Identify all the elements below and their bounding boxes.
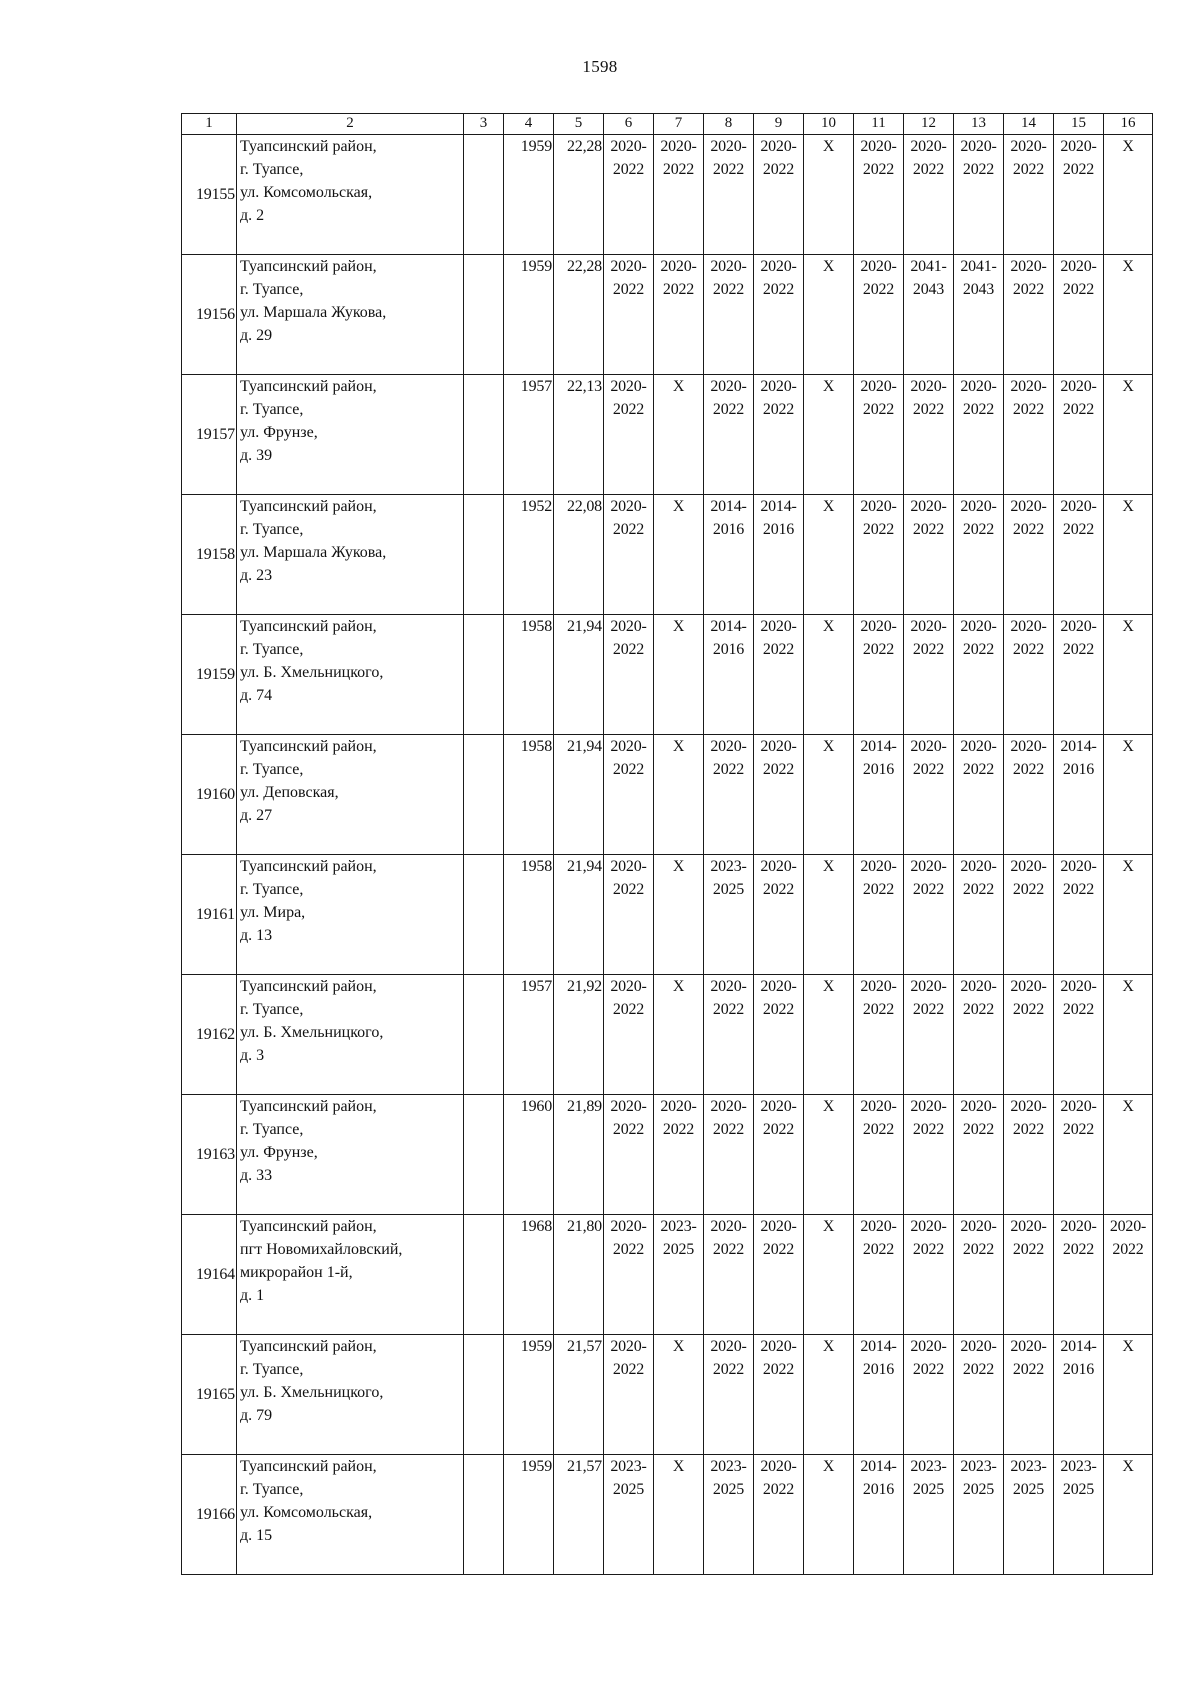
cell-c6-period: 2020- 2022 <box>604 375 654 495</box>
cell-c11-period: 2014- 2016 <box>854 735 904 855</box>
cell-c8-period: 2023- 2025 <box>704 855 754 975</box>
cell-c10: X <box>804 855 854 975</box>
address-cell <box>237 1455 464 1575</box>
address-line: Туапсинский район, <box>240 1338 377 1355</box>
table-row <box>182 255 1153 375</box>
cell-year: 1957 <box>504 975 554 1095</box>
cell-c10: X <box>804 1095 854 1215</box>
cell-c8-period: 2020- 2022 <box>704 975 754 1095</box>
cell-c3 <box>464 375 504 495</box>
cell-c16: X <box>1104 855 1153 975</box>
cell-c11-period: 2020- 2022 <box>854 975 904 1095</box>
address-line: ул. Маршала Жукова, <box>240 304 387 321</box>
cell-c13-period: 2023- 2025 <box>954 1455 1004 1575</box>
column-number-7: 7 <box>654 114 704 135</box>
cell-c13-period: 2020- 2022 <box>954 735 1004 855</box>
table-row <box>182 1455 1153 1575</box>
record-number: 19158 <box>182 495 237 615</box>
cell-area: 21,57 <box>554 1335 604 1455</box>
cell-c14-period: 2020- 2022 <box>1004 615 1054 735</box>
address-line: г. Туапсе, <box>240 641 304 658</box>
column-number-12: 12 <box>904 114 954 135</box>
table-row <box>182 1335 1153 1455</box>
cell-c8-period: 2020- 2022 <box>704 1215 754 1335</box>
address-cell <box>237 615 464 735</box>
cell-c9-period: 2020- 2022 <box>754 375 804 495</box>
cell-c14-period: 2020- 2022 <box>1004 855 1054 975</box>
cell-c6-period: 2020- 2022 <box>604 255 654 375</box>
cell-c13-period: 2020- 2022 <box>954 1215 1004 1335</box>
cell-c13-period: 2020- 2022 <box>954 1095 1004 1215</box>
cell-area: 21,89 <box>554 1095 604 1215</box>
cell-c10: X <box>804 255 854 375</box>
record-number: 19161 <box>182 855 237 975</box>
cell-area: 21,94 <box>554 735 604 855</box>
cell-c12-period: 2023- 2025 <box>904 1455 954 1575</box>
column-number-6: 6 <box>604 114 654 135</box>
cell-c7-period: 2020- 2022 <box>654 135 704 255</box>
cell-c10: X <box>804 1215 854 1335</box>
cell-c15-period: 2014- 2016 <box>1054 735 1104 855</box>
address-line: ул. Мира, <box>240 904 306 921</box>
cell-c3 <box>464 735 504 855</box>
cell-c7: X <box>654 495 704 615</box>
cell-c13-period: 2020- 2022 <box>954 975 1004 1095</box>
column-number-4: 4 <box>504 114 554 135</box>
table-row <box>182 135 1153 255</box>
cell-c10: X <box>804 1335 854 1455</box>
address-cell <box>237 735 464 855</box>
cell-c8-period: 2020- 2022 <box>704 735 754 855</box>
address-line: д. 29 <box>240 327 273 344</box>
cell-c13-period: 2020- 2022 <box>954 855 1004 975</box>
cell-area: 22,13 <box>554 375 604 495</box>
cell-c11-period: 2020- 2022 <box>854 495 904 615</box>
address-line: ул. Фрунзе, <box>240 424 318 441</box>
cell-c10: X <box>804 495 854 615</box>
cell-c9-period: 2020- 2022 <box>754 615 804 735</box>
record-number: 19155 <box>182 135 237 255</box>
address-line: г. Туапсе, <box>240 1361 304 1378</box>
address-line: д. 79 <box>240 1407 273 1424</box>
cell-c12-period: 2020- 2022 <box>904 975 954 1095</box>
address-line: ул. Б. Хмельницкого, <box>240 1384 384 1401</box>
cell-c16: X <box>1104 495 1153 615</box>
cell-year: 1960 <box>504 1095 554 1215</box>
address-line: г. Туапсе, <box>240 881 304 898</box>
cell-c7: X <box>654 375 704 495</box>
table-row <box>182 495 1153 615</box>
record-number: 19163 <box>182 1095 237 1215</box>
cell-year: 1958 <box>504 615 554 735</box>
address-line: ул. Маршала Жукова, <box>240 544 387 561</box>
address-cell <box>237 1335 464 1455</box>
cell-c15-period: 2020- 2022 <box>1054 255 1104 375</box>
address-line: д. 23 <box>240 567 273 584</box>
cell-c10: X <box>804 375 854 495</box>
cell-c12-period: 2041- 2043 <box>904 255 954 375</box>
cell-c8-period: 2020- 2022 <box>704 1335 754 1455</box>
cell-c3 <box>464 975 504 1095</box>
cell-c12-period: 2020- 2022 <box>904 375 954 495</box>
cell-c8-period: 2014- 2016 <box>704 495 754 615</box>
cell-area: 21,94 <box>554 615 604 735</box>
cell-c11-period: 2020- 2022 <box>854 1215 904 1335</box>
cell-c12-period: 2020- 2022 <box>904 855 954 975</box>
address-line: пгт Новомихайловский, <box>240 1241 403 1258</box>
record-number: 19162 <box>182 975 237 1095</box>
column-number-16: 16 <box>1104 114 1153 135</box>
address-line: Туапсинский район, <box>240 1098 377 1115</box>
cell-c6-period: 2020- 2022 <box>604 1335 654 1455</box>
column-number-11: 11 <box>854 114 904 135</box>
table-row <box>182 615 1153 735</box>
address-line: ул. Фрунзе, <box>240 1144 318 1161</box>
address-line: Туапсинский район, <box>240 858 377 875</box>
address-line: Туапсинский район, <box>240 978 377 995</box>
cell-c14-period: 2020- 2022 <box>1004 1095 1054 1215</box>
cell-c13-period: 2020- 2022 <box>954 135 1004 255</box>
cell-year: 1957 <box>504 375 554 495</box>
address-line: г. Туапсе, <box>240 401 304 418</box>
column-number-row <box>182 114 1153 135</box>
address-line: д. 13 <box>240 927 273 944</box>
address-line: ул. Комсомольская, <box>240 184 373 201</box>
cell-c9-period: 2020- 2022 <box>754 135 804 255</box>
address-line: Туапсинский район, <box>240 258 377 275</box>
cell-c12-period: 2020- 2022 <box>904 1095 954 1215</box>
cell-c9-period: 2020- 2022 <box>754 255 804 375</box>
cell-area: 21,80 <box>554 1215 604 1335</box>
cell-c8-period: 2020- 2022 <box>704 1095 754 1215</box>
cell-c3 <box>464 1335 504 1455</box>
cell-c15-period: 2020- 2022 <box>1054 855 1104 975</box>
cell-year: 1958 <box>504 735 554 855</box>
cell-c10: X <box>804 735 854 855</box>
cell-c15-period: 2020- 2022 <box>1054 615 1104 735</box>
column-number-15: 15 <box>1054 114 1104 135</box>
cell-c14-period: 2020- 2022 <box>1004 375 1054 495</box>
address-line: д. 74 <box>240 687 273 704</box>
cell-c8-period: 2020- 2022 <box>704 255 754 375</box>
record-number: 19164 <box>182 1215 237 1335</box>
cell-c9-period: 2020- 2022 <box>754 1095 804 1215</box>
cell-c6-period: 2020- 2022 <box>604 495 654 615</box>
cell-year: 1952 <box>504 495 554 615</box>
column-number-10: 10 <box>804 114 854 135</box>
cell-c16: X <box>1104 1335 1153 1455</box>
address-line: Туапсинский район, <box>240 618 377 635</box>
cell-c14-period: 2020- 2022 <box>1004 1335 1054 1455</box>
cell-c11-period: 2020- 2022 <box>854 135 904 255</box>
cell-c11-period: 2020- 2022 <box>854 615 904 735</box>
cell-c15-period: 2020- 2022 <box>1054 375 1104 495</box>
table-row <box>182 735 1153 855</box>
cell-c12-period: 2020- 2022 <box>904 135 954 255</box>
record-number: 19160 <box>182 735 237 855</box>
address-line: Туапсинский район, <box>240 138 377 155</box>
record-number: 19165 <box>182 1335 237 1455</box>
address-line: Туапсинский район, <box>240 738 377 755</box>
cell-year: 1968 <box>504 1215 554 1335</box>
cell-c16: X <box>1104 375 1153 495</box>
address-cell <box>237 1215 464 1335</box>
column-number-2: 2 <box>237 114 464 135</box>
page-number: 1598 <box>582 57 618 76</box>
address-cell <box>237 855 464 975</box>
cell-c7: X <box>654 615 704 735</box>
cell-area: 21,92 <box>554 975 604 1095</box>
cell-c6-period: 2020- 2022 <box>604 855 654 975</box>
cell-c16: X <box>1104 1095 1153 1215</box>
cell-c14-period: 2020- 2022 <box>1004 495 1054 615</box>
address-line: ул. Б. Хмельницкого, <box>240 664 384 681</box>
cell-c6-period: 2020- 2022 <box>604 1095 654 1215</box>
cell-c10: X <box>804 1455 854 1575</box>
address-cell <box>237 375 464 495</box>
address-line: ул. Деповская, <box>240 784 339 801</box>
cell-area: 21,94 <box>554 855 604 975</box>
cell-c3 <box>464 495 504 615</box>
address-line: д. 3 <box>240 1047 265 1064</box>
cell-c10: X <box>804 615 854 735</box>
cell-year: 1958 <box>504 855 554 975</box>
cell-c15-period: 2023- 2025 <box>1054 1455 1104 1575</box>
column-number-8: 8 <box>704 114 754 135</box>
cell-c11-period: 2014- 2016 <box>854 1455 904 1575</box>
cell-c3 <box>464 615 504 735</box>
address-cell <box>237 135 464 255</box>
cell-c6-period: 2023- 2025 <box>604 1455 654 1575</box>
column-number-14: 14 <box>1004 114 1054 135</box>
address-line: микрорайон 1-й, <box>240 1264 353 1281</box>
cell-c12-period: 2020- 2022 <box>904 1215 954 1335</box>
cell-c15-period: 2020- 2022 <box>1054 975 1104 1095</box>
cell-c11-period: 2020- 2022 <box>854 375 904 495</box>
table-row <box>182 375 1153 495</box>
address-cell <box>237 1095 464 1215</box>
cell-c14-period: 2020- 2022 <box>1004 975 1054 1095</box>
cell-c7: X <box>654 1455 704 1575</box>
cell-c16-period: 2020- 2022 <box>1104 1215 1153 1335</box>
cell-c7-period: 2020- 2022 <box>654 1095 704 1215</box>
address-line: г. Туапсе, <box>240 281 304 298</box>
cell-c14-period: 2023- 2025 <box>1004 1455 1054 1575</box>
cell-c11-period: 2020- 2022 <box>854 855 904 975</box>
table-row <box>182 855 1153 975</box>
table-row <box>182 975 1153 1095</box>
address-cell <box>237 255 464 375</box>
address-line: д. 33 <box>240 1167 273 1184</box>
address-line: д. 15 <box>240 1527 273 1544</box>
cell-c12-period: 2020- 2022 <box>904 1335 954 1455</box>
address-line: д. 1 <box>240 1287 265 1304</box>
cell-c9-period: 2020- 2022 <box>754 975 804 1095</box>
cell-area: 22,28 <box>554 135 604 255</box>
cell-c14-period: 2020- 2022 <box>1004 255 1054 375</box>
cell-c12-period: 2020- 2022 <box>904 615 954 735</box>
cell-c8-period: 2020- 2022 <box>704 375 754 495</box>
cell-c7: X <box>654 1335 704 1455</box>
cell-c14-period: 2020- 2022 <box>1004 1215 1054 1335</box>
record-number: 19159 <box>182 615 237 735</box>
column-number-5: 5 <box>554 114 604 135</box>
cell-c8-period: 2023- 2025 <box>704 1455 754 1575</box>
address-line: г. Туапсе, <box>240 1121 304 1138</box>
address-line: Туапсинский район, <box>240 378 377 395</box>
cell-area: 21,57 <box>554 1455 604 1575</box>
record-number: 19166 <box>182 1455 237 1575</box>
address-line: г. Туапсе, <box>240 521 304 538</box>
cell-c16: X <box>1104 975 1153 1095</box>
cell-c13-period: 2020- 2022 <box>954 375 1004 495</box>
cell-year: 1959 <box>504 1455 554 1575</box>
cell-c10: X <box>804 135 854 255</box>
record-number: 19157 <box>182 375 237 495</box>
address-line: ул. Б. Хмельницкого, <box>240 1024 384 1041</box>
cell-c9-period: 2020- 2022 <box>754 855 804 975</box>
cell-c7-period: 2023- 2025 <box>654 1215 704 1335</box>
cell-c15-period: 2020- 2022 <box>1054 495 1104 615</box>
cell-c9-period: 2014- 2016 <box>754 495 804 615</box>
cell-c13-period: 2020- 2022 <box>954 1335 1004 1455</box>
address-line: г. Туапсе, <box>240 1001 304 1018</box>
cell-c12-period: 2020- 2022 <box>904 495 954 615</box>
cell-c6-period: 2020- 2022 <box>604 735 654 855</box>
cell-c6-period: 2020- 2022 <box>604 135 654 255</box>
cell-c3 <box>464 1095 504 1215</box>
cell-c15-period: 2020- 2022 <box>1054 1095 1104 1215</box>
address-line: г. Туапсе, <box>240 161 304 178</box>
address-cell <box>237 975 464 1095</box>
address-line: д. 27 <box>240 807 273 824</box>
column-number-3: 3 <box>464 114 504 135</box>
address-line: Туапсинский район, <box>240 1218 377 1235</box>
cell-year: 1959 <box>504 255 554 375</box>
cell-year: 1959 <box>504 1335 554 1455</box>
address-line: ул. Комсомольская, <box>240 1504 373 1521</box>
cell-c7: X <box>654 975 704 1095</box>
registry-table <box>181 113 1153 1575</box>
cell-c15-period: 2014- 2016 <box>1054 1335 1104 1455</box>
cell-c3 <box>464 1455 504 1575</box>
cell-area: 22,28 <box>554 255 604 375</box>
address-line: д. 39 <box>240 447 273 464</box>
cell-c16: X <box>1104 735 1153 855</box>
cell-c7-period: 2020- 2022 <box>654 255 704 375</box>
cell-c11-period: 2014- 2016 <box>854 1335 904 1455</box>
cell-c13-period: 2041- 2043 <box>954 255 1004 375</box>
cell-c15-period: 2020- 2022 <box>1054 1215 1104 1335</box>
address-cell <box>237 495 464 615</box>
cell-c9-period: 2020- 2022 <box>754 1335 804 1455</box>
address-line: Туапсинский район, <box>240 498 377 515</box>
address-line: д. 2 <box>240 207 265 224</box>
table-row <box>182 1215 1153 1335</box>
cell-c6-period: 2020- 2022 <box>604 615 654 735</box>
cell-c10: X <box>804 975 854 1095</box>
cell-year: 1959 <box>504 135 554 255</box>
cell-c3 <box>464 255 504 375</box>
cell-c11-period: 2020- 2022 <box>854 255 904 375</box>
cell-c7: X <box>654 735 704 855</box>
address-line: Туапсинский район, <box>240 1458 377 1475</box>
address-line: г. Туапсе, <box>240 761 304 778</box>
cell-c14-period: 2020- 2022 <box>1004 735 1054 855</box>
cell-c9-period: 2020- 2022 <box>754 735 804 855</box>
cell-c7: X <box>654 855 704 975</box>
cell-c11-period: 2020- 2022 <box>854 1095 904 1215</box>
cell-c16: X <box>1104 135 1153 255</box>
cell-c13-period: 2020- 2022 <box>954 615 1004 735</box>
cell-c16: X <box>1104 1455 1153 1575</box>
cell-c9-period: 2020- 2022 <box>754 1455 804 1575</box>
column-number-1: 1 <box>182 114 237 135</box>
cell-c3 <box>464 855 504 975</box>
cell-c6-period: 2020- 2022 <box>604 1215 654 1335</box>
cell-c3 <box>464 1215 504 1335</box>
table-row <box>182 1095 1153 1215</box>
record-number: 19156 <box>182 255 237 375</box>
cell-c16: X <box>1104 255 1153 375</box>
cell-c3 <box>464 135 504 255</box>
cell-c8-period: 2014- 2016 <box>704 615 754 735</box>
cell-c8-period: 2020- 2022 <box>704 135 754 255</box>
cell-c16: X <box>1104 615 1153 735</box>
column-number-13: 13 <box>954 114 1004 135</box>
cell-c13-period: 2020- 2022 <box>954 495 1004 615</box>
address-line: г. Туапсе, <box>240 1481 304 1498</box>
cell-c6-period: 2020- 2022 <box>604 975 654 1095</box>
cell-area: 22,08 <box>554 495 604 615</box>
cell-c14-period: 2020- 2022 <box>1004 135 1054 255</box>
cell-c9-period: 2020- 2022 <box>754 1215 804 1335</box>
cell-c15-period: 2020- 2022 <box>1054 135 1104 255</box>
column-number-9: 9 <box>754 114 804 135</box>
cell-c12-period: 2020- 2022 <box>904 735 954 855</box>
